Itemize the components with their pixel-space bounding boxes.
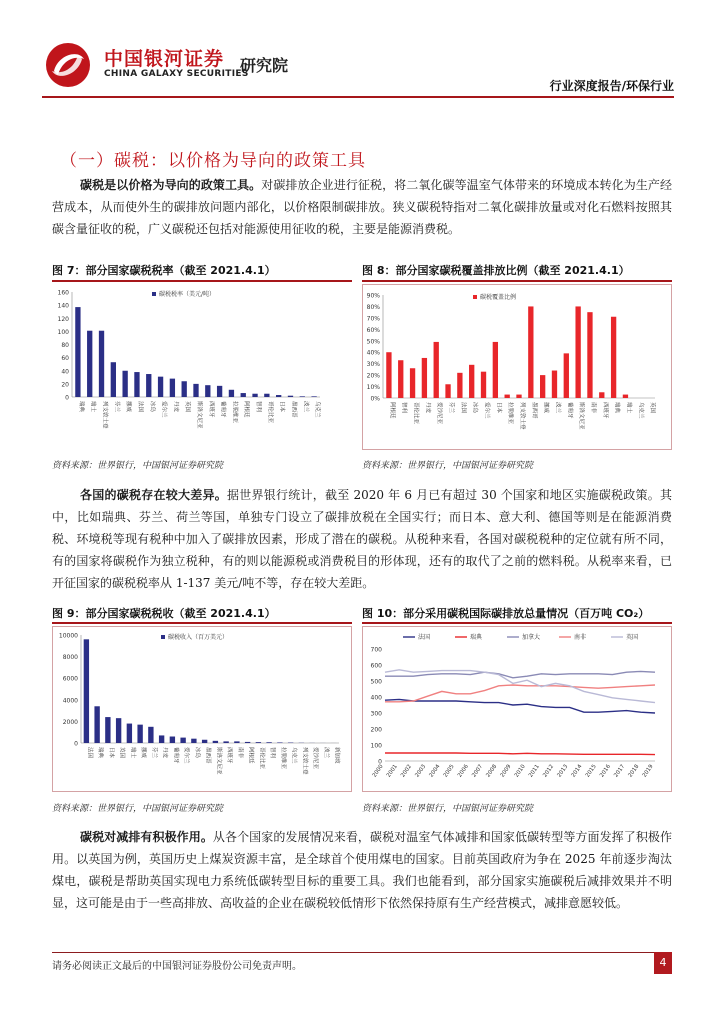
fig7-ytick-label: 160 [57, 289, 69, 297]
fig7-bar [122, 371, 127, 397]
footer-divider [52, 952, 672, 953]
fig8-bar [469, 365, 474, 398]
fig10-xtick-label: 2001 [385, 763, 399, 779]
fig10-series-line [385, 671, 655, 677]
fig8-title: 图 8：部分国家碳税覆盖排放比例（截至 2021.4.1） [362, 264, 630, 277]
paragraph-2-text: 据世界银行统计，截至 2020 年 6 月已有超过 30 个国家和地区实施碳税政策。其中，比如瑞典、芬兰、荷兰等国，单独专门设立了碳排放税在全国实行；而日本、意大利、德国等则是在能源消费税、环境税等现有税种中加入了碳排放因素，形成了潜在的碳税。从税种来看，各国对碳税税种的定位就有所不同，有的国家将碳税作为独立税种，有的则以能源税或消费税目的形体现，还有的取代了之前的燃料税。从税率来看，已开征国家的碳税税率从 1-137 美元/吨不等，存在较大差距。 [52, 488, 672, 590]
fig10-legend-label: 瑞典 [470, 634, 483, 641]
fig9-title-rule [52, 622, 352, 624]
fig7-bar [99, 331, 104, 397]
fig8-category-label: 西班牙 [601, 402, 608, 419]
fig8-legend-label: 碳税覆盖比例 [480, 294, 517, 301]
fig8-category-label: 冰岛 [471, 402, 478, 414]
fig9-category-label: 新加坡 [333, 747, 340, 764]
fig10-xtick-label: 2004 [428, 763, 442, 779]
fig10-chart [363, 627, 669, 789]
fig7-ytick-label: 40 [61, 368, 69, 376]
fig8-category-label: 葡萄牙 [566, 402, 573, 419]
fig9-category-label: 南非 [236, 747, 243, 759]
paragraph-1-lead: 碳税是以价格为导向的政策工具。 [80, 178, 262, 192]
fig10-xtick-label: 2013 [556, 763, 570, 779]
fig7-bar [134, 372, 139, 397]
fig8-bar [398, 360, 403, 398]
fig7-bar [75, 307, 80, 397]
fig7-category-label: 葡萄牙 [219, 401, 226, 418]
fig8-category-label: 列支敦士登 [519, 402, 525, 430]
fig9-category-label: 瑞士 [129, 747, 136, 759]
fig8-category-label: 南非 [589, 402, 596, 414]
fig9-category-label: 葡萄牙 [172, 747, 179, 764]
footer-disclaimer: 请务必阅读正文最后的中国银河证券股份公司免责声明。 [52, 961, 302, 972]
fig8-bar [457, 373, 462, 398]
fig8-bar [422, 358, 427, 398]
fig7-bar [182, 381, 187, 397]
fig8-ytick-label: 80% [366, 303, 380, 311]
fig10-title: 图 10：部分采用碳税国际碳排放总量情况（百万吨 CO₂） [362, 607, 650, 620]
fig10-legend-label: 加拿大 [522, 634, 541, 641]
fig7-chart [52, 284, 352, 444]
fig8-ytick-label: 50% [366, 338, 380, 346]
fig9-category-label: 瑞典 [97, 747, 104, 759]
fig7-category-label: 瑞典 [77, 401, 84, 413]
fig9-legend-label: 碳税收入（百万美元） [168, 634, 229, 641]
fig8-category-label: 挪威 [542, 402, 549, 414]
fig10-xtick-label: 2006 [456, 763, 470, 779]
fig10-xtick-label: 2011 [528, 763, 541, 779]
fig10-xtick-label: 2016 [599, 763, 613, 779]
fig7-category-label: 斯洛文尼亚 [196, 401, 202, 429]
fig8-ytick-label: 0% [370, 395, 380, 403]
fig10-xtick-label: 2019 [641, 763, 655, 779]
fig7-ytick-label: 100 [57, 328, 69, 336]
header-divider [42, 96, 674, 98]
fig9-chart [53, 627, 349, 789]
fig7-bar [158, 377, 163, 397]
fig10-series-line [385, 685, 655, 702]
fig7-category-label: 西班牙 [207, 401, 214, 418]
fig7-category-label: 法国 [136, 401, 143, 413]
fig8-bar [575, 306, 580, 398]
fig9-bar [159, 735, 164, 743]
fig7-ytick-label: 0 [65, 394, 69, 402]
fig7-source: 资料来源：世界银行，中国银河证券研究院 [52, 461, 224, 471]
fig7-bar [217, 386, 222, 397]
fig9-source: 资料来源：世界银行，中国银河证券研究院 [52, 804, 224, 814]
fig10-title-rule [362, 622, 672, 624]
fig9-bar [266, 742, 271, 743]
fig7-category-label: 爱尔兰 [160, 401, 167, 418]
fig9-bar [277, 742, 282, 743]
fig9-category-label: 挪威 [140, 747, 147, 759]
fig8-category-label: 英国 [649, 402, 656, 414]
fig8-ytick-label: 70% [366, 315, 380, 323]
fig10-series-line [385, 753, 655, 755]
fig10-xtick-label: 2000 [371, 763, 385, 779]
fig10-ytick-label: 500 [370, 678, 382, 686]
fig7-category-label: 瑞士 [89, 401, 96, 413]
fig7-legend-label: 碳税税率（美元/吨） [159, 291, 216, 298]
fig9-bar [148, 727, 153, 743]
fig8-category-label: 阿根廷 [388, 402, 395, 419]
fig8-bar [386, 352, 391, 398]
fig9-category-label: 英国 [118, 747, 125, 759]
company-name-cn: 中国银河证券 [104, 48, 225, 70]
fig9-category-label: 乌克兰 [290, 747, 297, 764]
fig8-bar [540, 375, 545, 398]
paragraph-3-text: 从各个国家的发展情况来看，碳税对温室气体减排和国家低碳转型等方面发挥了积极作用。以英国为例，英国历史上煤炭资源丰富，是全球首个使用煤电的国家。目前英国政府为争在 2025 年前逐步淘汰煤电，碳税是帮助英国实现电力系统低碳转型目标的重要工具。我们也能看到，部分国家实施碳税后减排效果并不明显，这可能是由于一些高排放、高收益的企业在碳税较低情形下依然保持原有生产经营模式，减排意愿较低。 [52, 830, 672, 910]
fig8-category-label: 斯洛文尼亚 [578, 402, 585, 430]
fig7-category-label: 英国 [184, 401, 191, 413]
fig9-ytick-label: 0 [74, 740, 78, 748]
fig9-ytick-label: 4000 [62, 697, 78, 705]
fig8-bar [481, 372, 486, 398]
section-title: （一）碳税：以价格为导向的政策工具 [60, 151, 366, 171]
fig10-ytick-label: 600 [370, 662, 382, 670]
fig9-bar [105, 717, 110, 743]
fig10-ytick-label: 100 [370, 742, 382, 750]
fig10-xtick-label: 2009 [499, 763, 513, 779]
fig7-bar [205, 385, 210, 397]
fig9-bar [213, 741, 218, 743]
galaxy-logo-icon [44, 41, 92, 89]
fig9-category-label: 墨西哥 [204, 747, 211, 764]
fig8-category-label: 拉脱维亚 [507, 402, 514, 425]
fig7-category-label: 芬兰 [113, 401, 120, 413]
fig9-bar [256, 742, 261, 743]
paragraph-2 [52, 484, 672, 594]
fig9-category-label: 智利 [269, 747, 276, 759]
fig7-bar [193, 384, 198, 397]
fig7-ytick-label: 60 [61, 355, 69, 363]
paragraph-2-lead: 各国的碳税存在较大差异。 [80, 488, 227, 502]
fig8-title-rule [362, 280, 672, 282]
fig8-bar [552, 371, 557, 398]
fig8-category-label: 日本 [495, 402, 502, 414]
fig10-xtick-label: 2002 [400, 763, 414, 779]
fig7-bar [146, 374, 151, 397]
fig7-bar [229, 390, 234, 397]
fig8-category-label: 瑞典 [613, 402, 620, 414]
fig7-category-label: 挪威 [125, 401, 132, 413]
fig7-bar [288, 396, 293, 397]
fig10-source: 资料来源：世界银行，中国银河证券研究院 [362, 804, 534, 814]
page-number: 4 [654, 952, 672, 974]
fig7-ytick-label: 80 [61, 342, 69, 349]
fig8-category-label: 智利 [400, 402, 407, 414]
fig10-legend-label: 法国 [418, 634, 431, 641]
fig7-category-label: 乌克兰 [314, 401, 321, 418]
fig8-bar [493, 342, 498, 398]
fig7-category-label: 波兰 [302, 401, 309, 413]
fig8-category-label: 法国 [459, 402, 466, 414]
fig9-bar [84, 639, 89, 743]
fig8-ytick-label: 40% [366, 349, 380, 357]
fig10-xtick-label: 2005 [442, 763, 456, 779]
fig9-category-label: 列支敦士登 [301, 747, 308, 775]
fig10-series-line [385, 699, 655, 713]
fig9-category-label: 爱尔兰 [183, 747, 190, 764]
fig10-ytick-label: 200 [370, 726, 382, 734]
fig7-category-label: 智利 [255, 401, 262, 413]
fig9-legend-swatch [161, 635, 165, 639]
fig10-xtick-label: 2007 [471, 763, 485, 779]
fig9-category-label: 冰岛 [193, 747, 200, 759]
fig8-bar [564, 353, 569, 398]
fig9-bar [94, 706, 99, 743]
fig9-category-label: 芬兰 [150, 747, 157, 759]
fig9-bar [223, 741, 228, 743]
fig8-category-label: 哥伦比亚 [412, 402, 419, 425]
fig9-bar [170, 737, 175, 743]
fig9-ytick-label: 6000 [62, 675, 78, 683]
fig8-category-label: 乌克兰 [637, 402, 644, 419]
fig7-bar [300, 396, 305, 397]
fig8-ytick-label: 90% [366, 292, 380, 300]
fig9-category-label: 爱沙尼亚 [312, 747, 319, 770]
fig9-category-label: 西班牙 [226, 747, 233, 764]
fig10-legend-label: 英国 [626, 634, 639, 641]
fig9-title: 图 9：部分国家碳税税收（截至 2021.4.1） [52, 607, 276, 620]
fig10-ytick-label: 400 [370, 694, 382, 702]
fig8-bar [516, 395, 521, 398]
fig8-bar [434, 342, 439, 398]
fig10-xtick-label: 2014 [570, 763, 584, 779]
fig9-bar [127, 724, 132, 743]
report-type: 行业深度报告/环保行业 [549, 79, 674, 93]
fig7-category-label: 列支敦士登 [101, 401, 108, 429]
fig8-category-label: 芬兰 [448, 402, 455, 414]
fig8-ytick-label: 60% [366, 326, 380, 334]
fig10-ytick-label: 300 [370, 710, 382, 718]
fig7-category-label: 冰岛 [148, 401, 155, 413]
fig7-category-label: 丹麦 [172, 401, 179, 413]
fig9-category-label: 哥伦比亚 [258, 747, 265, 770]
fig9-bar [191, 739, 196, 743]
fig7-bar [264, 394, 269, 397]
fig8-bar [587, 312, 592, 398]
fig8-category-label: 墨西哥 [530, 402, 537, 419]
fig7-bar [87, 331, 92, 397]
fig7-category-label: 拉脱维亚 [231, 401, 238, 424]
fig8-bar [623, 395, 628, 398]
fig8-bar [611, 317, 616, 398]
fig8-bar [599, 392, 604, 398]
fig8-ytick-label: 20% [366, 372, 380, 380]
fig10-ytick-label: 0 [378, 758, 382, 766]
fig10-xtick-label: 2003 [414, 763, 428, 779]
fig7-category-label: 墨西哥 [290, 401, 297, 418]
fig9-ytick-label: 10000 [58, 632, 78, 640]
fig10-xtick-label: 2012 [542, 763, 556, 779]
fig9-category-label: 日本 [107, 747, 114, 759]
fig9-bar [180, 738, 185, 743]
fig7-ytick-label: 120 [57, 315, 69, 323]
fig10-xtick-label: 2008 [485, 763, 499, 779]
fig9-bar [245, 742, 250, 743]
fig8-category-label: 波兰 [554, 402, 561, 414]
fig9-category-label: 阿根廷 [247, 747, 254, 764]
fig10-legend-label: 南非 [574, 634, 587, 641]
fig9-category-label: 波兰 [322, 747, 329, 759]
institute-label: 研究院 [240, 56, 289, 75]
fig10-xtick-label: 2018 [627, 763, 641, 779]
fig9-category-label: 法国 [86, 747, 93, 759]
fig8-category-label: 爱尔兰 [483, 402, 490, 419]
fig7-title-rule [52, 280, 352, 282]
fig7-bar [111, 362, 116, 397]
fig10-ytick-label: 700 [370, 646, 382, 654]
paragraph-1 [52, 174, 672, 240]
fig7-category-label: 阿根廷 [243, 401, 250, 418]
fig8-category-label: 爱沙尼亚 [436, 402, 443, 425]
fig8-legend-swatch [473, 295, 477, 299]
fig7-title: 图 7：部分国家碳税税率（截至 2021.4.1） [52, 264, 276, 277]
fig7-ytick-label: 140 [57, 302, 69, 310]
fig9-bar [202, 740, 207, 743]
fig7-category-label: 哥伦比亚 [266, 401, 273, 424]
fig7-bar [241, 393, 246, 397]
fig9-bar [116, 718, 121, 743]
fig8-ytick-label: 10% [366, 384, 380, 392]
fig7-ytick-label: 20 [61, 381, 69, 389]
company-name-en: CHINA GALAXY SECURITIES [104, 69, 249, 79]
fig9-category-label: 丹麦 [161, 747, 168, 759]
fig8-chart [363, 285, 669, 447]
fig8-category-label: 瑞士 [625, 402, 632, 414]
fig7-bar [276, 395, 281, 397]
fig8-bar [445, 384, 450, 398]
paragraph-3 [52, 826, 672, 914]
fig7-legend-swatch [152, 292, 156, 296]
fig8-ytick-label: 30% [366, 361, 380, 369]
fig7-category-label: 日本 [278, 401, 285, 413]
fig8-bar [528, 306, 533, 398]
fig8-category-label: 丹麦 [424, 402, 431, 414]
fig9-bar [137, 725, 142, 743]
fig9-bar [234, 741, 239, 743]
fig9-category-label: 拉脱维亚 [279, 747, 286, 770]
fig7-bar [170, 379, 175, 397]
fig9-ytick-label: 8000 [62, 654, 78, 662]
fig10-xtick-label: 2010 [513, 763, 527, 779]
fig10-xtick-label: 2015 [584, 763, 598, 779]
paragraph-1-text: 对碳排放企业进行征税，将二氧化碳等温室气体带来的环境成本转化为生产经营成本，从而使外生的碳排放问题内部化，以价格限制碳排放。狭义碳税特指对二氧化碳排放量或对化石燃料按照其碳含量征收的税，广义碳税还包括对能源使用征收的税，主要是能源消费税。 [52, 178, 672, 236]
fig8-bar [505, 395, 510, 398]
fig7-bar [252, 394, 257, 397]
fig8-source: 资料来源：世界银行，中国银河证券研究院 [362, 461, 534, 471]
fig9-category-label: 斯洛文尼亚 [215, 747, 222, 775]
fig9-ytick-label: 2000 [62, 718, 78, 726]
fig7-bar [311, 396, 316, 397]
paragraph-3-lead: 碳税对减排有积极作用。 [80, 830, 213, 844]
fig10-xtick-label: 2017 [613, 763, 627, 779]
fig8-bar [410, 368, 415, 398]
